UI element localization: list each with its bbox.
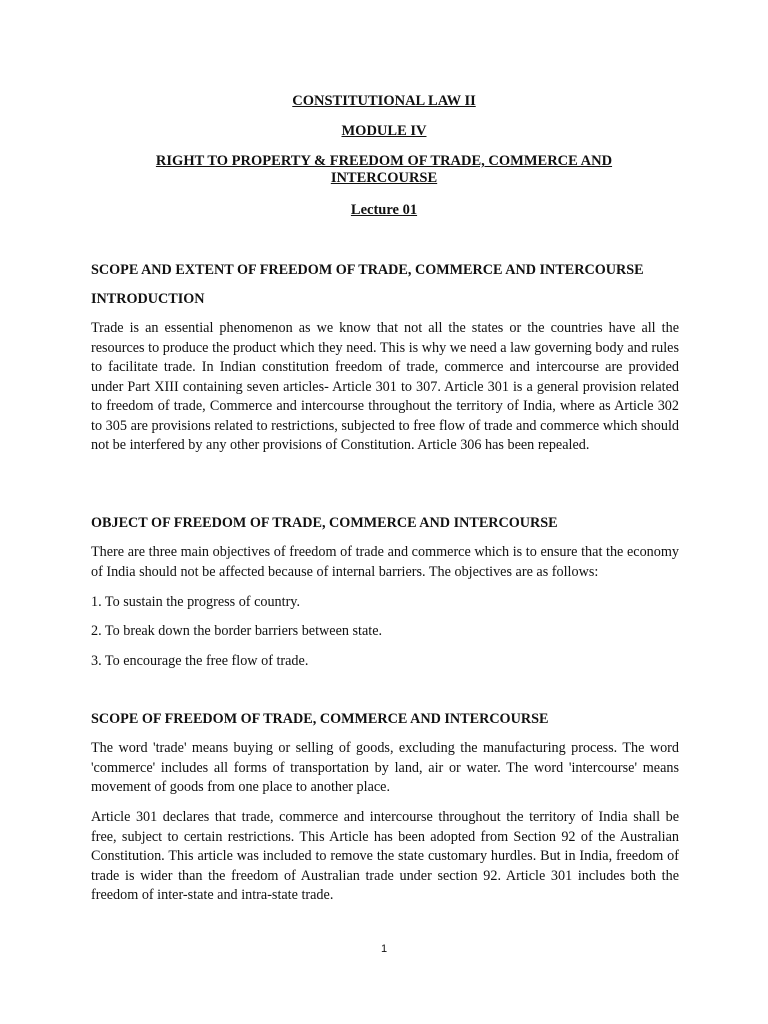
lecture-title: Lecture 01 — [350, 202, 418, 218]
object-heading: OBJECT OF FREEDOM OF TRADE, COMMERCE AND INTERCOURSE — [91, 515, 558, 531]
scope-paragraph-2: Article 301 declares that trade, commerce and intercourse throughout the territory of India shall be free, subject to certain restrictions. This Article has been adopted from Section 92 of the Australian Constitution. This article was included to remove the state customary hurdles. But in India, freedom of trade is wider than the freedom of Australian trade under section 92. Article 301 includes both the freedom of inter-state and intra-state trade. — [91, 809, 679, 903]
page-number: 1 — [380, 943, 388, 955]
introduction-heading: INTRODUCTION — [91, 291, 205, 307]
scope-paragraph-1: The word 'trade' means buying or selling of goods, excluding the manufacturing process. The word 'commerce' includes all forms of transportation by land, air or water. The word 'intercourse' means movement of goods from one place to another place. — [91, 740, 679, 795]
objective-item-1: 1. To sustain the progress of country. — [91, 594, 301, 610]
objective-item-2: 2. To break down the border barriers between state. — [91, 623, 383, 639]
object-paragraph: There are three main objectives of freedom of trade and commerce which is to ensure that the economy of India should not be affected because of internal barriers. The objectives are as follows: — [91, 544, 679, 580]
course-title: CONSTITUTIONAL LAW II — [292, 93, 476, 109]
topic-title: RIGHT TO PROPERTY & FREEDOM OF TRADE, COMMERCE AND INTERCOURSE — [155, 153, 613, 186]
objective-item-3: 3. To encourage the free flow of trade. — [91, 653, 309, 669]
introduction-paragraph: Trade is an essential phenomenon as we know that not all the states or the countries have all the resources to produce the product which they need. This is why we need a law governing body and rules to facilitate trade. In Indian constitution freedom of trade, commerce and intercourse are provided under Part XIII containing seven articles- Article 301 to 307. Article 301 is a general provision related to freedom of trade, Commerce and intercourse throughout the territory of India, where as Article 302 to 305 are provisions related to restrictions, subjected to free flow of trade and commerce which should not be interfered by any other provisions of Constitution. Article 306 has been repealed. — [91, 320, 679, 453]
scope-heading: SCOPE OF FREEDOM OF TRADE, COMMERCE AND INTERCOURSE — [91, 711, 549, 727]
scope-extent-heading: SCOPE AND EXTENT OF FREEDOM OF TRADE, COMMERCE AND INTERCOURSE — [91, 262, 644, 278]
module-title: MODULE IV — [341, 123, 427, 139]
